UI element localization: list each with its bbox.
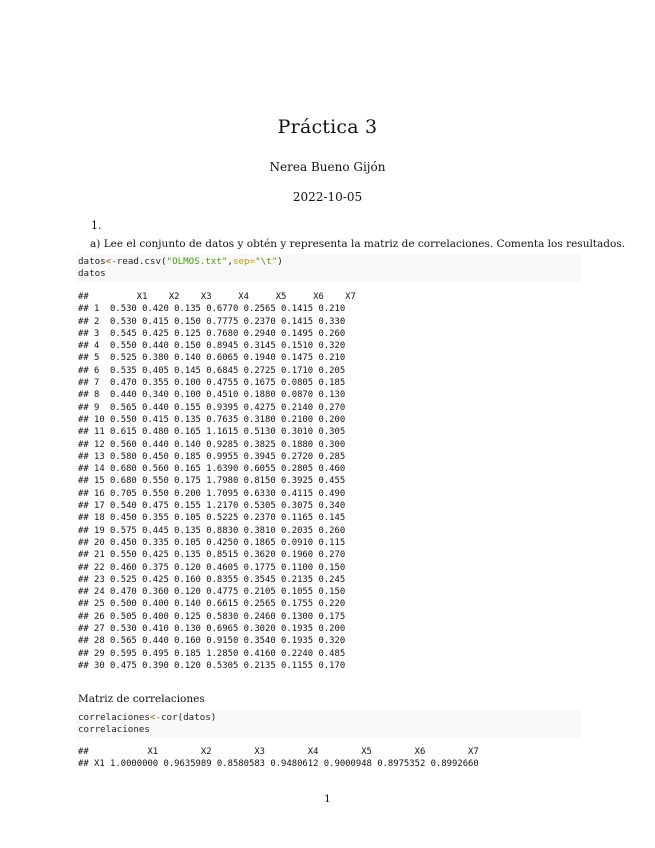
code-token: <- (149, 712, 161, 723)
document-title: Práctica 3 (277, 116, 378, 138)
data-output-row: ## 8 0.440 0.340 0.100 0.4510 0.1880 0.0870 0.130 (78, 390, 346, 401)
code-token: datos (78, 268, 106, 280)
code-token: sep= (232, 256, 256, 267)
code-token: correlaciones (78, 712, 150, 723)
page-number: 1 (324, 793, 331, 805)
code-token: ) (277, 256, 283, 267)
code-token: "OLMOS.txt" (166, 256, 228, 267)
data-output-row: ## 12 0.560 0.440 0.140 0.9285 0.3825 0.1880 0.300 (78, 439, 346, 450)
code-token: , (227, 256, 233, 267)
document-date: 2022-10-05 (292, 190, 363, 204)
code-block-correlations (76, 710, 581, 738)
code-block-read-data (76, 254, 581, 282)
correlation-output (78, 746, 479, 771)
correlation-output-header: ## X1 X2 X3 X4 X5 X6 X7 (78, 747, 479, 757)
data-output-row: ## 19 0.575 0.445 0.135 0.8830 0.3810 0.2035 0.260 (78, 525, 346, 536)
section-caption: Matriz de correlaciones (78, 693, 205, 705)
data-output (78, 291, 356, 672)
exercise-item-text: a) Lee el conjunto de datos y obtén y representa la matriz de correlaciones. Comenta los resultados. (90, 238, 626, 250)
code-token: cor(datos) (161, 712, 217, 723)
data-output-row: ## 29 0.595 0.495 0.185 1.2850 0.4160 0.2240 0.485 (78, 648, 346, 659)
data-output-row: ## 30 0.475 0.390 0.120 0.5305 0.2135 0.1155 0.170 (78, 660, 346, 671)
code-token: <- (105, 256, 117, 267)
data-output-row: ## 25 0.500 0.400 0.140 0.6615 0.2565 0.1755 0.220 (78, 599, 346, 610)
data-output-row: ## 16 0.705 0.550 0.200 1.7095 0.6330 0.4115 0.490 (78, 488, 346, 499)
correlation-output-row: ## X1 1.0000000 0.9635989 0.8580583 0.9480612 0.9000948 0.8975352 0.8992660 (78, 759, 479, 770)
data-output-row: ## 10 0.550 0.415 0.135 0.7635 0.3180 0.2100 0.200 (78, 414, 346, 425)
data-output-row: ## 9 0.565 0.440 0.155 0.9395 0.4275 0.2140 0.270 (78, 402, 346, 413)
code-token: read.csv( (116, 256, 167, 267)
data-output-row: ## 7 0.470 0.355 0.100 0.4755 0.1675 0.0805 0.185 (78, 378, 346, 389)
data-output-row: ## 24 0.470 0.360 0.120 0.4775 0.2105 0.1055 0.150 (78, 587, 346, 598)
data-output-row: ## 21 0.550 0.425 0.135 0.8515 0.3620 0.1960 0.270 (78, 550, 346, 561)
data-output-row: ## 15 0.680 0.550 0.175 1.7980 0.8150 0.3925 0.455 (78, 476, 346, 487)
data-output-row: ## 26 0.505 0.400 0.125 0.5830 0.2460 0.1300 0.175 (78, 611, 346, 622)
data-output-row: ## 17 0.540 0.475 0.155 1.2170 0.5305 0.3075 0.340 (78, 501, 346, 512)
code-token: "\t" (255, 256, 278, 267)
document-author: Nerea Bueno Gijón (269, 160, 386, 174)
enum-label: 1. (91, 219, 102, 232)
data-output-header: ## X1 X2 X3 X4 X5 X6 X7 (78, 292, 356, 302)
data-output-row: ## 6 0.535 0.405 0.145 0.6845 0.2725 0.1710 0.205 (78, 365, 346, 376)
data-output-row: ## 5 0.525 0.380 0.140 0.6065 0.1940 0.1475 0.210 (78, 353, 346, 364)
data-output-row: ## 13 0.580 0.450 0.185 0.9955 0.3945 0.2720 0.285 (78, 451, 346, 462)
data-output-row: ## 1 0.530 0.420 0.135 0.6770 0.2565 0.1415 0.210 (78, 304, 346, 315)
data-output-row: ## 20 0.450 0.335 0.105 0.4250 0.1865 0.0910 0.115 (78, 537, 346, 548)
data-output-row: ## 27 0.530 0.410 0.130 0.6965 0.3020 0.1935 0.200 (78, 624, 346, 635)
data-output-row: ## 18 0.450 0.355 0.105 0.5225 0.2370 0.1165 0.145 (78, 513, 346, 524)
data-output-row: ## 23 0.525 0.425 0.160 0.8355 0.3545 0.2135 0.245 (78, 574, 346, 585)
data-output-row: ## 22 0.460 0.375 0.120 0.4605 0.1775 0.1100 0.150 (78, 562, 346, 573)
code-token: correlaciones (78, 724, 150, 736)
data-output-row: ## 3 0.545 0.425 0.125 0.7680 0.2940 0.1495 0.260 (78, 328, 346, 339)
data-output-row: ## 11 0.615 0.480 0.165 1.1615 0.5130 0.3010 0.305 (78, 427, 346, 438)
data-output-row: ## 14 0.680 0.560 0.165 1.6390 0.6055 0.2805 0.460 (78, 464, 346, 475)
data-output-row: ## 4 0.550 0.440 0.150 0.8945 0.3145 0.1510 0.320 (78, 341, 346, 352)
code-token: datos (78, 256, 106, 267)
data-output-row: ## 28 0.565 0.440 0.160 0.9150 0.3540 0.1935 0.320 (78, 636, 346, 647)
data-output-row: ## 2 0.530 0.415 0.150 0.7775 0.2370 0.1415 0.330 (78, 316, 346, 327)
